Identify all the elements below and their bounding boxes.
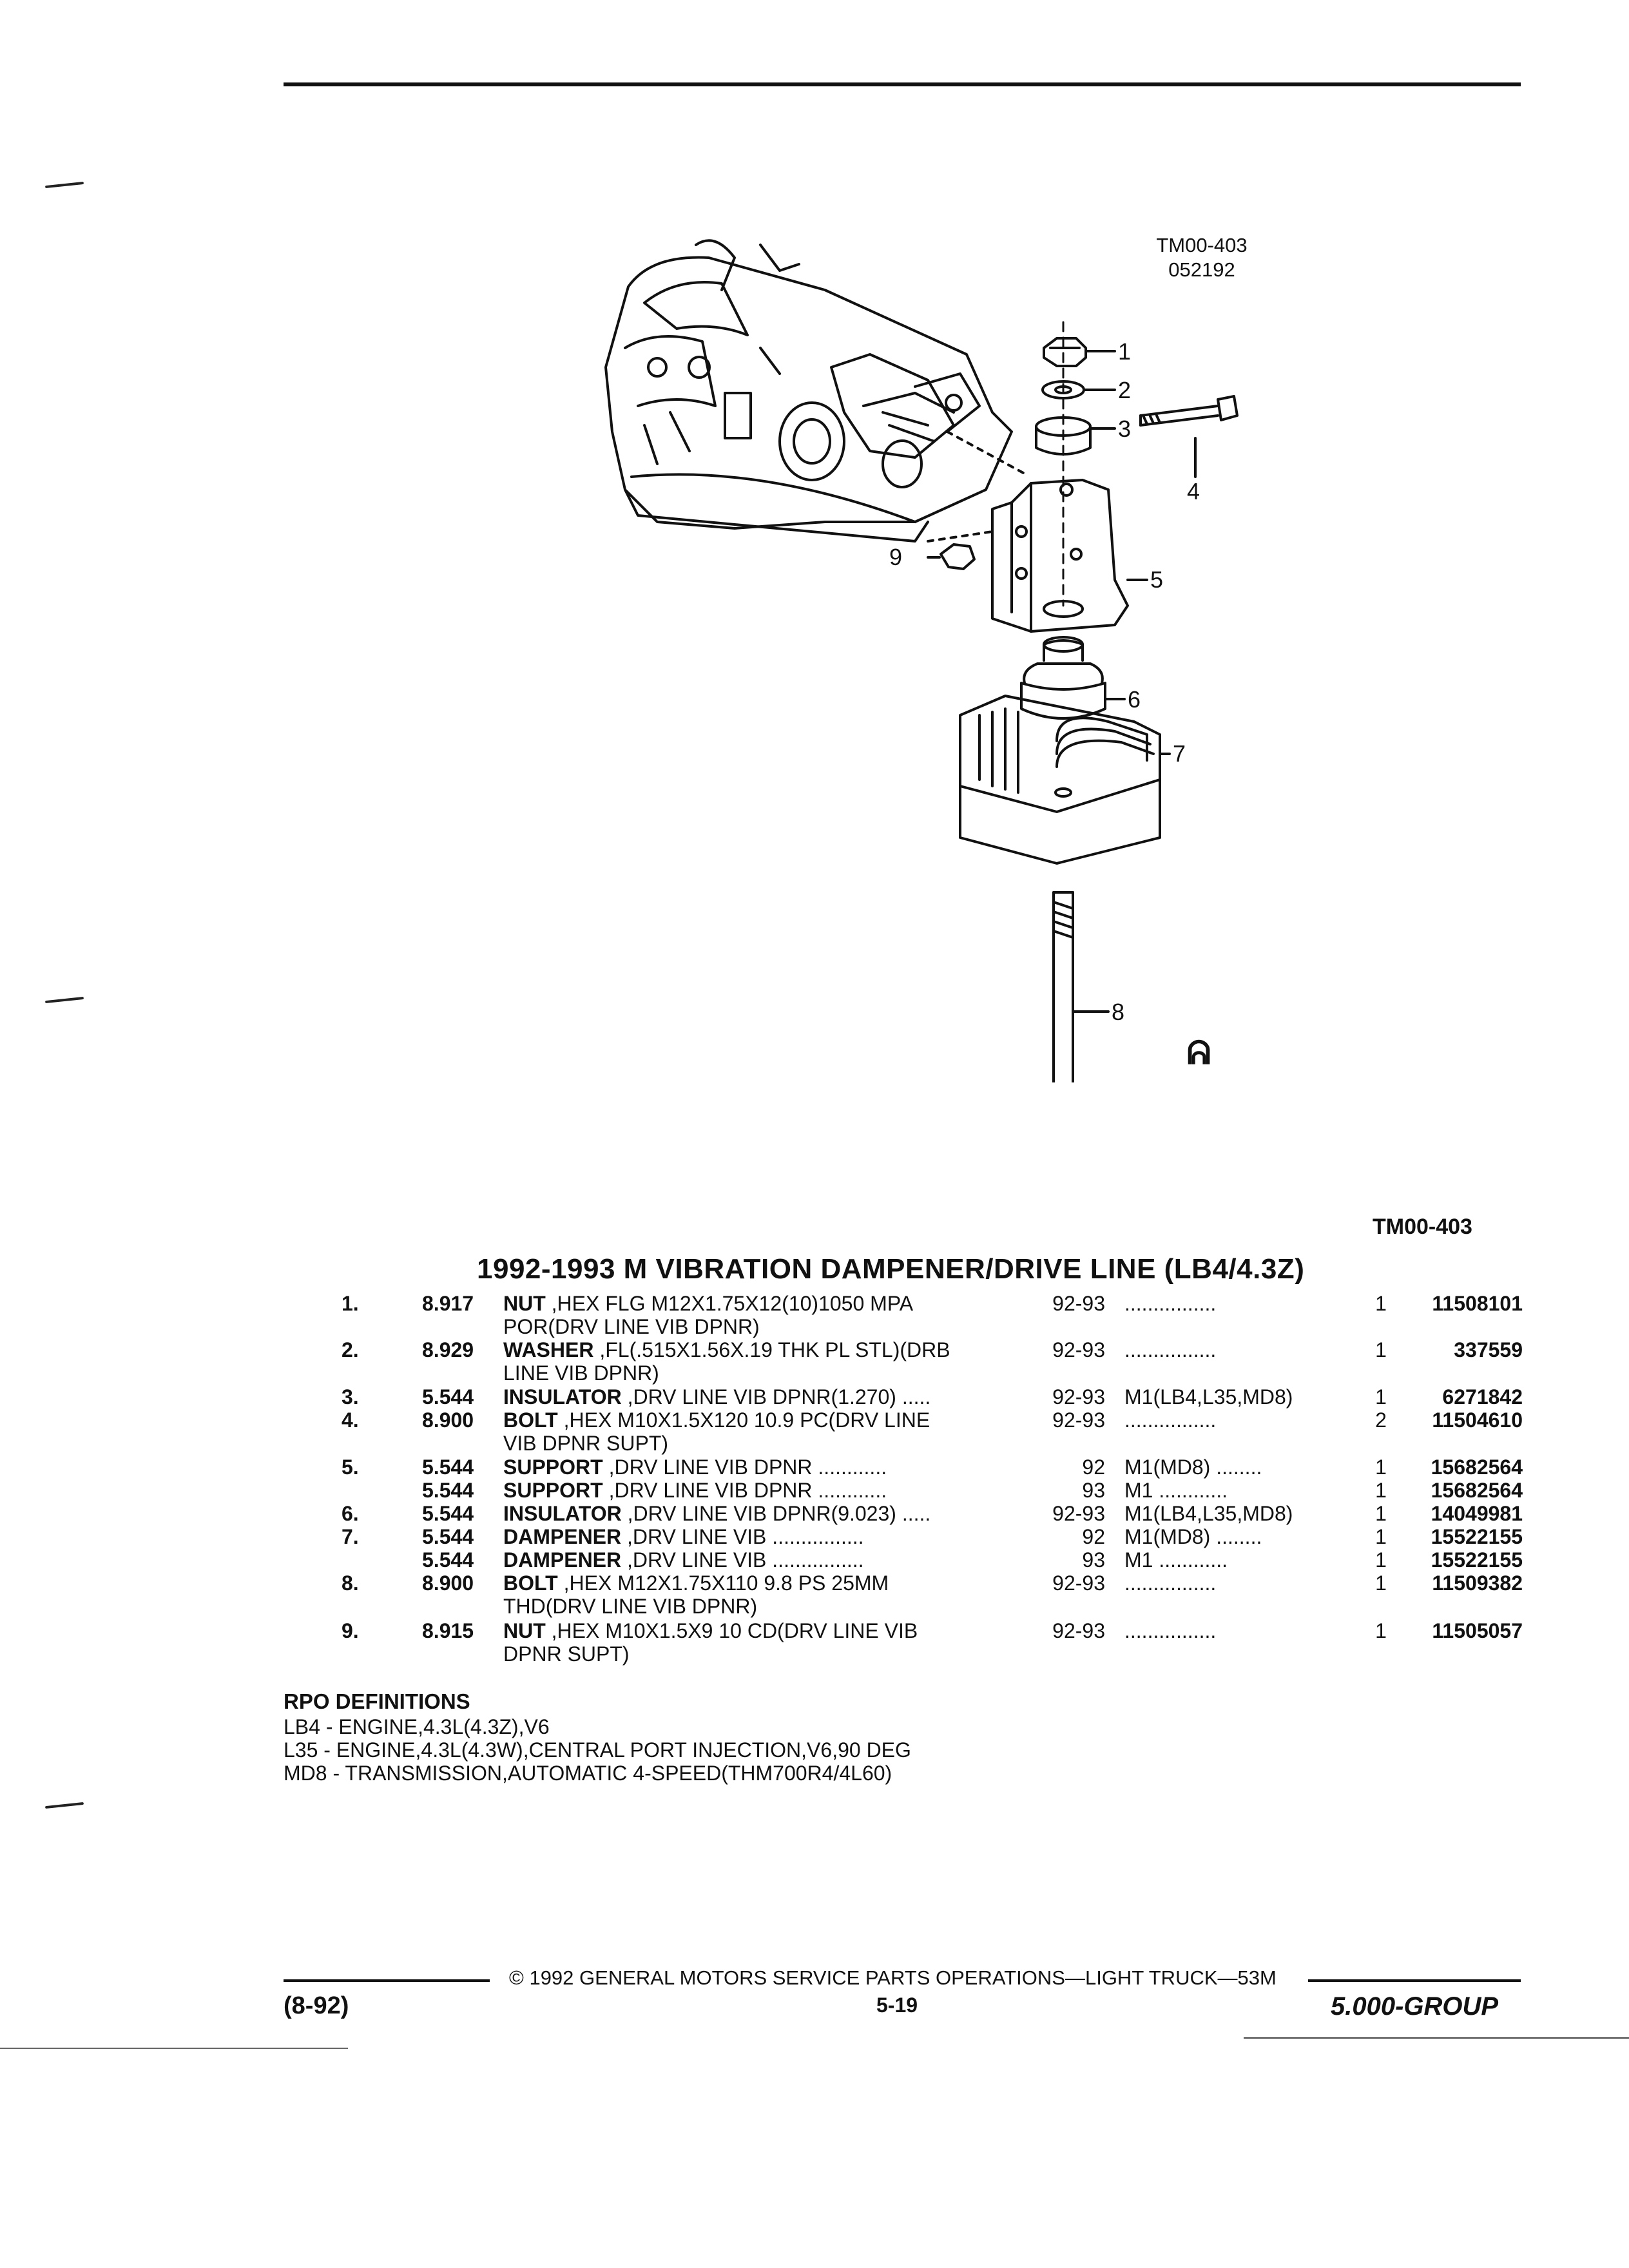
model-year: 92-93: [1052, 1619, 1105, 1642]
rpo-usage: ................: [1124, 1338, 1217, 1361]
callout-4: 4: [1187, 478, 1200, 505]
part-description: [503, 1525, 864, 1548]
part-row: [0, 1338, 1629, 1361]
rpo-usage: M1(MD8) ........: [1124, 1525, 1262, 1548]
callout-5: 5: [1150, 566, 1164, 593]
figure-date: 052192: [1168, 258, 1235, 281]
callout-3: 3: [1118, 416, 1132, 442]
part-name: INSULATOR: [503, 1385, 622, 1408]
exploded-view-diagram: [567, 219, 1276, 1082]
part-row: [0, 1479, 1629, 1502]
quantity: 1: [1375, 1338, 1387, 1361]
part-number: 337559: [1454, 1338, 1523, 1361]
item-number: 4.: [342, 1408, 359, 1432]
model-year: 92: [1082, 1456, 1105, 1479]
part-number: 11504610: [1432, 1408, 1523, 1432]
part-name: SUPPORT: [503, 1456, 603, 1479]
group-number: 5.544: [422, 1479, 474, 1502]
part-name: NUT: [503, 1619, 546, 1642]
quantity: 1: [1375, 1479, 1387, 1502]
rpo-definitions-heading: RPO DEFINITIONS: [284, 1689, 470, 1713]
rpo-definition: LB4 - ENGINE,4.3L(4.3Z),V6: [284, 1715, 550, 1738]
part-detail: ,HEX FLG M12X1.75X12(10)1050 MPA: [545, 1292, 914, 1315]
figure-reference: TM00-403: [1373, 1215, 1472, 1239]
model-year: 92-93: [1052, 1338, 1105, 1361]
rpo-usage: ................: [1124, 1619, 1217, 1642]
part-detail: ,HEX M10X1.5X9 10 CD(DRV LINE VIB: [545, 1619, 918, 1642]
part-detail: ,DRV LINE VIB DPNR(9.023) .....: [621, 1502, 931, 1525]
footer-rule-left: [284, 1979, 490, 1982]
part-description: [503, 1548, 864, 1571]
part-number: 15522155: [1431, 1525, 1523, 1548]
part-description-continued: VIB DPNR SUPT): [503, 1432, 669, 1455]
item-number: 3.: [342, 1385, 359, 1408]
part-description-continued: THD(DRV LINE VIB DPNR): [503, 1595, 758, 1618]
model-year: 92-93: [1052, 1408, 1105, 1432]
rpo-usage: M1(MD8) ........: [1124, 1456, 1262, 1479]
quantity: 1: [1375, 1456, 1387, 1479]
group-number: 5.544: [422, 1548, 474, 1571]
rpo-usage: ................: [1124, 1408, 1217, 1432]
part-row: [0, 1385, 1629, 1408]
part-number: 11505057: [1432, 1619, 1523, 1642]
model-year: 92: [1082, 1525, 1105, 1548]
transmission-illustration: [606, 240, 1025, 541]
part-name: DAMPENER: [503, 1548, 622, 1571]
callout-9: 9: [889, 544, 903, 570]
item-number: 7.: [342, 1525, 359, 1548]
group-number: 8.915: [422, 1619, 474, 1642]
margin-mark: [45, 182, 84, 188]
part-row: [0, 1619, 1629, 1642]
callout-7: 7: [1173, 740, 1186, 767]
group-number: 5.544: [422, 1385, 474, 1408]
part-name: NUT: [503, 1292, 546, 1315]
margin-mark: [45, 997, 84, 1003]
rpo-usage: M1 ............: [1124, 1479, 1228, 1502]
quantity: 1: [1375, 1502, 1387, 1525]
part-description: [503, 1408, 930, 1432]
part-name: SUPPORT: [503, 1479, 603, 1502]
flange-nut-illustration: [1044, 338, 1086, 366]
quantity: 1: [1375, 1525, 1387, 1548]
part-description: [503, 1479, 887, 1502]
part-description: [503, 1456, 887, 1479]
dampener-illustration: [960, 696, 1160, 863]
part-number: 15522155: [1431, 1548, 1523, 1571]
callout-2: 2: [1118, 377, 1132, 403]
part-number: 15682564: [1431, 1456, 1523, 1479]
footer-rule-right: [1308, 1979, 1521, 1982]
group-number: 8.917: [422, 1292, 474, 1315]
item-number: 2.: [342, 1338, 359, 1361]
part-name: DAMPENER: [503, 1525, 622, 1548]
bottom-scan-line-right: [1244, 2037, 1629, 2039]
part-row: [0, 1292, 1629, 1315]
model-year: 92-93: [1052, 1502, 1105, 1525]
rpo-usage: M1 ............: [1124, 1548, 1228, 1571]
part-name: WASHER: [503, 1338, 594, 1361]
group-number: 5.544: [422, 1525, 474, 1548]
part-name: BOLT: [503, 1408, 558, 1432]
model-year: 92-93: [1052, 1385, 1105, 1408]
quantity: 1: [1375, 1571, 1387, 1595]
quantity: 2: [1375, 1408, 1387, 1432]
model-year: 93: [1082, 1479, 1105, 1502]
part-description: [503, 1338, 950, 1361]
part-detail: ,DRV LINE VIB ................: [621, 1548, 864, 1571]
rpo-usage: ................: [1124, 1571, 1217, 1595]
part-row: [0, 1502, 1629, 1525]
part-row: [0, 1408, 1629, 1432]
group-number: 8.900: [422, 1408, 474, 1432]
part-detail: ,FL(.515X1.56X.19 THK PL STL)(DRB: [593, 1338, 950, 1361]
top-rule: [284, 82, 1521, 86]
rpo-definition: MD8 - TRANSMISSION,AUTOMATIC 4-SPEED(THM700R4/4L60): [284, 1762, 892, 1785]
part-name: INSULATOR: [503, 1502, 622, 1525]
figure-number: TM00-403: [1156, 234, 1248, 256]
part-detail: ,DRV LINE VIB ................: [621, 1525, 864, 1548]
rpo-usage: ................: [1124, 1292, 1217, 1315]
dampener-bolt-illustration: [1044, 892, 1083, 1082]
part-description: [503, 1619, 918, 1642]
model-year: 92-93: [1052, 1571, 1105, 1595]
callout-6: 6: [1128, 686, 1141, 713]
model-year: 93: [1082, 1548, 1105, 1571]
part-row: [0, 1548, 1629, 1571]
gm-logo-icon: ᕱ: [1187, 1035, 1211, 1071]
part-detail: ,DRV LINE VIB DPNR(1.270) .....: [621, 1385, 931, 1408]
rpo-usage: M1(LB4,L35,MD8): [1124, 1385, 1293, 1408]
bottom-scan-line-left: [0, 2048, 348, 2049]
quantity: 1: [1375, 1548, 1387, 1571]
part-description-continued: POR(DRV LINE VIB DPNR): [503, 1315, 760, 1338]
revision-date: (8-92): [284, 1992, 349, 2019]
item-number: 1.: [342, 1292, 359, 1315]
part-row: [0, 1456, 1629, 1479]
part-description: [503, 1292, 913, 1315]
quantity: 1: [1375, 1292, 1387, 1315]
section-title: 1992-1993 M VIBRATION DAMPENER/DRIVE LINE (LB4/4.3Z): [477, 1253, 1305, 1285]
callout-8: 8: [1112, 999, 1125, 1025]
part-description: [503, 1502, 930, 1525]
rpo-definition: L35 - ENGINE,4.3L(4.3W),CENTRAL PORT INJECTION,V6,90 DEG: [284, 1738, 911, 1762]
part-number: 14049981: [1431, 1502, 1523, 1525]
margin-mark: [45, 1802, 84, 1809]
bracket-nut-illustration: [941, 544, 974, 569]
group-number: 5.544: [422, 1456, 474, 1479]
part-detail: ,DRV LINE VIB DPNR ............: [602, 1456, 887, 1479]
part-name: BOLT: [503, 1571, 558, 1595]
group-number: 8.929: [422, 1338, 474, 1361]
support-bolt-illustration: [1141, 396, 1237, 425]
part-number: 11508101: [1432, 1292, 1523, 1315]
part-detail: ,HEX M10X1.5X120 10.9 PC(DRV LINE: [557, 1408, 930, 1432]
callout-1: 1: [1118, 338, 1132, 365]
part-detail: ,HEX M12X1.75X110 9.8 PS 25MM: [557, 1571, 889, 1595]
item-number: 8.: [342, 1571, 359, 1595]
part-description: [503, 1385, 930, 1408]
copyright-notice: © 1992 GENERAL MOTORS SERVICE PARTS OPERATIONS—LIGHT TRUCK—53M: [509, 1966, 1277, 1989]
part-number: 15682564: [1431, 1479, 1523, 1502]
part-number: 11509382: [1432, 1571, 1523, 1595]
group-number: 8.900: [422, 1571, 474, 1595]
page-number: 5-19: [876, 1994, 918, 2017]
part-description: [503, 1571, 889, 1595]
part-row: [0, 1571, 1629, 1595]
model-year: 92-93: [1052, 1292, 1105, 1315]
item-number: 5.: [342, 1456, 359, 1479]
group-number: 5.544: [422, 1502, 474, 1525]
quantity: 1: [1375, 1385, 1387, 1408]
part-description-continued: DPNR SUPT): [503, 1642, 630, 1666]
part-number: 6271842: [1442, 1385, 1523, 1408]
rpo-usage: M1(LB4,L35,MD8): [1124, 1502, 1293, 1525]
part-row: [0, 1525, 1629, 1548]
quantity: 1: [1375, 1619, 1387, 1642]
part-description-continued: LINE VIB DPNR): [503, 1361, 659, 1385]
group-label: 5.000-GROUP: [1331, 1992, 1499, 2021]
item-number: 9.: [342, 1619, 359, 1642]
part-detail: ,DRV LINE VIB DPNR ............: [602, 1479, 887, 1502]
item-number: 6.: [342, 1502, 359, 1525]
